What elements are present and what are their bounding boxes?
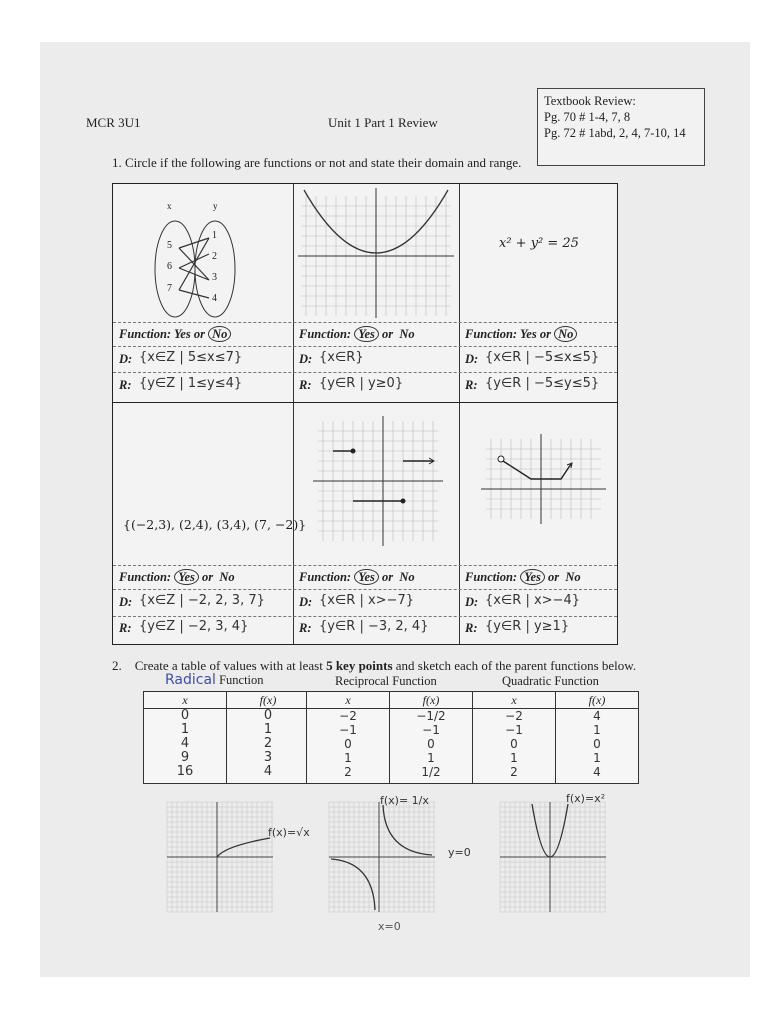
table-title-quadratic: Quadratic Function — [502, 674, 599, 688]
f-header: f(x) — [227, 692, 310, 709]
horizontal-asymptote-label: y=0 — [448, 846, 471, 859]
f-values: 0 1 2 3 4 — [227, 709, 310, 784]
range-answer-1: {y∈Z | 1≤y≤4} — [139, 376, 243, 391]
x-header: x — [307, 692, 390, 709]
domain-answer-5: {x∈R | x>−7} — [319, 593, 414, 608]
option-no: No — [219, 570, 235, 584]
option-or: or — [539, 327, 551, 341]
prompt-text: Create a table of values with at least — [134, 658, 327, 673]
table-of-values-quadratic — [472, 691, 639, 784]
range-label: R: — [119, 378, 132, 392]
f-values: 4 1 0 1 4 — [556, 709, 639, 784]
function-question-6 — [465, 570, 581, 585]
domain-label: D: — [119, 352, 133, 366]
circled-answer-no: No — [554, 326, 577, 342]
domain-label: D: — [299, 352, 313, 366]
textbook-line: Pg. 70 # 1-4, 7, 8 — [544, 110, 631, 124]
range-answer-5: {y∈R | −3, 2, 4} — [319, 619, 429, 634]
question-number: 2. — [112, 658, 122, 673]
function-question-2 — [299, 327, 415, 342]
circled-answer-yes: Yes — [354, 569, 379, 585]
range-label: R: — [465, 378, 478, 392]
radical-sketch-graph — [165, 800, 275, 915]
domain-label: D: — [465, 595, 479, 609]
mapping-x-value: 6 — [167, 261, 172, 272]
x-values: −2 −1 0 1 2 — [307, 709, 390, 784]
f-header: f(x) — [390, 692, 473, 709]
function-question-5 — [299, 570, 415, 585]
domain-label: D: — [299, 595, 313, 609]
range-label: R: — [465, 621, 478, 635]
range-answer-3: {y∈R | −5≤y≤5} — [485, 376, 600, 391]
mapping-y-value: 1 — [212, 230, 217, 241]
mapping-y-value: 2 — [212, 251, 217, 262]
function-label: Function: — [119, 327, 172, 341]
domain-answer-3: {x∈R | −5≤x≤5} — [485, 350, 600, 365]
function-label: Function: — [465, 570, 518, 584]
quadratic-sketch-graph — [498, 800, 608, 915]
function-question-3 — [465, 327, 577, 342]
option-no: No — [565, 570, 581, 584]
option-yes: Yes — [520, 327, 537, 341]
x-header: x — [473, 692, 556, 709]
range-answer-6: {y∈R | y≥1} — [485, 619, 570, 634]
x-values: −2 −1 0 1 2 — [473, 709, 556, 784]
function-label: Function: — [299, 570, 352, 584]
mapping-y-value: 3 — [212, 272, 217, 283]
textbook-line: Textbook Review: — [544, 94, 636, 108]
range-label: R: — [299, 378, 312, 392]
table-of-values-reciprocal — [306, 691, 473, 784]
reciprocal-sketch-graph — [327, 800, 437, 915]
mapping-x-value: 7 — [167, 283, 172, 294]
piecewise-graph-2 — [481, 434, 606, 524]
option-yes: Yes — [174, 327, 191, 341]
domain-answer-1: {x∈Z | 5≤x≤7} — [139, 350, 243, 365]
reciprocal-equation-note: f(x)= 1/x — [380, 794, 429, 807]
domain-label: D: — [119, 595, 133, 609]
option-or: or — [202, 570, 214, 584]
circled-answer-yes: Yes — [174, 569, 199, 585]
option-or: or — [193, 327, 205, 341]
range-answer-4: {y∈Z | −2, 3, 4} — [139, 619, 249, 634]
option-or: or — [382, 570, 394, 584]
option-or: or — [548, 570, 560, 584]
prompt-emphasis: 5 key points — [326, 658, 393, 673]
handwritten-title: Radical — [165, 672, 216, 688]
domain-answer-4: {x∈Z | −2, 2, 3, 7} — [139, 593, 265, 608]
mapping-x-value: 5 — [167, 240, 172, 251]
textbook-line: Pg. 72 # 1abd, 2, 4, 7-10, 14 — [544, 126, 686, 140]
parabola-graph — [296, 186, 456, 319]
range-label: R: — [119, 621, 132, 635]
domain-label: D: — [465, 352, 479, 366]
prompt-text: and sketch each of the parent functions below. — [392, 658, 637, 673]
range-answer-2: {y∈R | y≥0} — [319, 376, 404, 391]
course-code: MCR 3U1 — [86, 115, 141, 130]
mapping-x-head: x — [167, 201, 172, 211]
table-of-values-radical — [143, 691, 310, 784]
domain-answer-2: {x∈R} — [319, 350, 364, 365]
circled-answer-yes: Yes — [520, 569, 545, 585]
table-title-radical — [165, 672, 264, 688]
circle-equation: x² + y² = 25 — [499, 236, 579, 251]
f-values: −1/2 −1 0 1 1/2 — [390, 709, 473, 784]
title-text: Function — [219, 673, 264, 687]
function-label: Function: — [299, 327, 352, 341]
function-label: Function: — [119, 570, 172, 584]
function-question-1 — [119, 327, 231, 342]
vertical-asymptote-label: x=0 — [378, 920, 401, 933]
question-1-prompt: 1. Circle if the following are functions or not and state their domain and range. — [112, 155, 522, 170]
option-no: No — [399, 570, 415, 584]
option-no: No — [399, 327, 415, 341]
mapping-y-value: 4 — [212, 293, 217, 304]
f-header: f(x) — [556, 692, 639, 709]
circled-answer-no: No — [208, 326, 231, 342]
piecewise-graph-1 — [313, 416, 443, 546]
circled-answer-yes: Yes — [354, 326, 379, 342]
table-title-reciprocal: Reciprocal Function — [335, 674, 437, 688]
radical-equation-note: f(x)=√x — [268, 826, 310, 839]
range-label: R: — [299, 621, 312, 635]
function-question-4 — [119, 570, 235, 585]
mapping-diagram — [113, 184, 293, 324]
ordered-pairs-set: {(−2,3), (2,4), (3,4), (7, −2)} — [123, 517, 307, 532]
x-values: 0 1 4 9 16 — [144, 709, 227, 784]
mapping-y-head: y — [213, 201, 218, 211]
domain-answer-6: {x∈R | x>−4} — [485, 593, 580, 608]
worksheet-title: Unit 1 Part 1 Review — [328, 115, 438, 130]
quadratic-equation-note: f(x)=x² — [566, 792, 606, 805]
option-or: or — [382, 327, 394, 341]
function-label: Function: — [465, 327, 518, 341]
textbook-review-box — [537, 88, 705, 166]
question-1-grid — [112, 183, 618, 645]
x-header: x — [144, 692, 227, 709]
